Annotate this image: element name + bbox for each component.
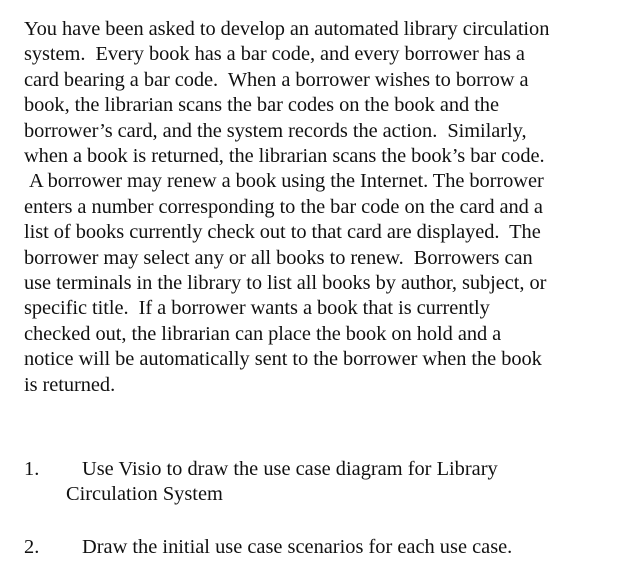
paragraph-line: system. Every book has a bar code, and every borrower has a — [24, 43, 525, 66]
paragraph-line: use terminals in the library to list all books by author, subject, or — [24, 272, 547, 295]
paragraph-line: A borrower may renew a book using the Internet. The borrower — [29, 170, 544, 193]
paragraph-line: specific title. If a borrower wants a book that is currently — [24, 297, 490, 320]
task-text-continuation: Circulation System — [66, 483, 223, 506]
paragraph-line: list of books currently check out to that card are displayed. The — [24, 221, 541, 244]
task-number: 1. — [24, 458, 40, 480]
paragraph-line: card bearing a bar code. When a borrower wishes to borrow a — [24, 68, 529, 91]
paragraph-line: enters a number corresponding to the bar code on the card and a — [24, 195, 543, 218]
paragraph-line: You have been asked to develop an automated library circulation — [24, 18, 550, 40]
paragraph-line: is returned. — [24, 373, 116, 396]
paragraph-line: borrower’s card, and the system records the action. Similarly, — [24, 119, 527, 142]
task-text: Draw the initial use case scenarios for each use case. — [82, 536, 513, 558]
paragraph-line: when a book is returned, the librarian scans the book’s bar code. — [24, 145, 545, 168]
problem-description — [24, 17, 624, 398]
paragraph-line: notice will be automatically sent to the borrower when the book — [24, 348, 542, 371]
paragraph-line: borrower may select any or all books to renew. Borrowers can — [24, 246, 533, 269]
paragraph-line: checked out, the librarian can place the book on hold and a — [24, 322, 502, 345]
task-text: Use Visio to draw the use case diagram for Library — [82, 458, 498, 480]
task-number: 2. — [24, 536, 40, 558]
task-item-1 — [24, 457, 614, 509]
task-item-2 — [24, 535, 614, 561]
paragraph-line: book, the librarian scans the bar codes on the book and the — [24, 94, 499, 117]
